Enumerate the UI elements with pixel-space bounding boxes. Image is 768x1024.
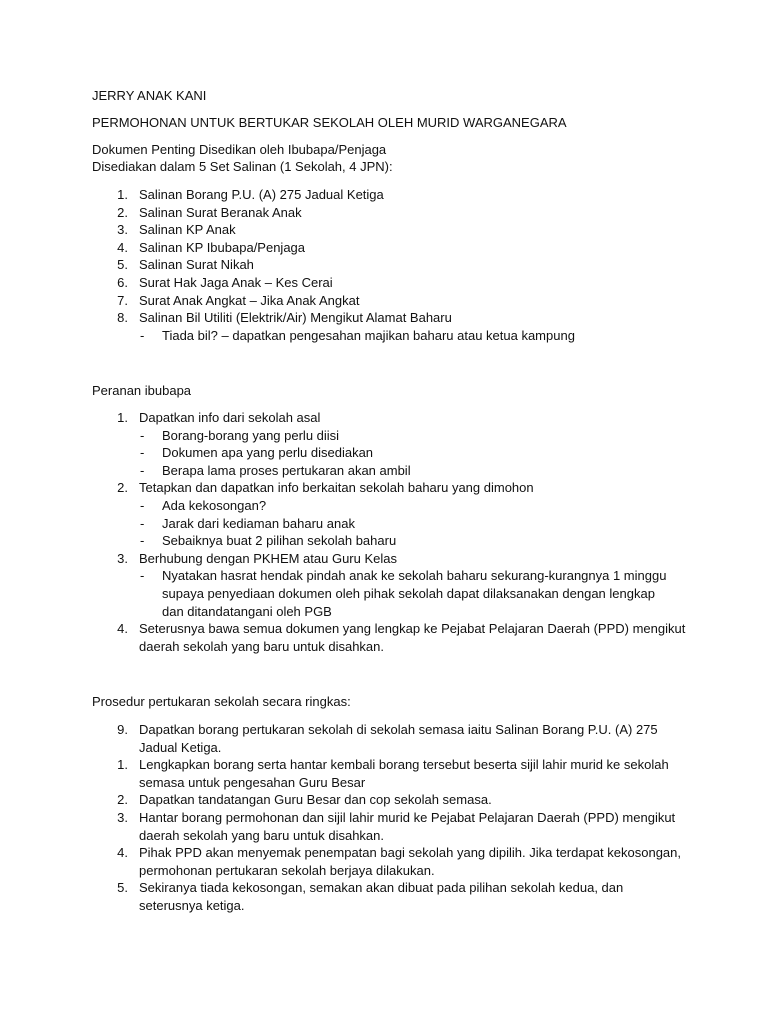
dash-bullet: - bbox=[140, 568, 145, 584]
role-heading: Peranan ibubapa bbox=[92, 383, 192, 398]
role-item-text: daerah sekolah yang baru untuk disahkan. bbox=[139, 638, 385, 654]
documents-item-text: Surat Anak Angkat – Jika Anak Angkat bbox=[139, 292, 360, 308]
procedure-item-text: Lengkapkan borang serta hantar kembali borang tersebut beserta sijil lahir murid ke sekolah bbox=[139, 757, 669, 773]
role-item-text: Dapatkan info dari sekolah asal bbox=[139, 410, 321, 425]
role-subitem-text: supaya penyediaan dokumen oleh pihak sekolah dapat dilaksanakan dengan lengkap bbox=[162, 586, 655, 601]
procedure-heading: Prosedur pertukaran sekolah secara ringkas: bbox=[92, 694, 351, 709]
dash-bullet: - bbox=[140, 498, 145, 513]
role-subitem-text: Sebaiknya buat 2 pilihan sekolah baharu bbox=[162, 533, 397, 549]
procedure-item-text: Jadual Ketiga. bbox=[139, 739, 222, 755]
role-subitem-text: Ada kekosongan? bbox=[162, 498, 267, 513]
dash-bullet: - bbox=[140, 427, 145, 443]
role-item-number: 4. bbox=[117, 621, 128, 637]
role-subitem-text: Dokumen apa yang perlu disediakan bbox=[162, 445, 374, 461]
procedure-item-text: Sekiranya tiada kekosongan, semakan akan dibuat pada pilihan sekolah kedua, dan bbox=[139, 880, 624, 896]
procedure-item-number: 4. bbox=[117, 845, 128, 861]
procedure-item-text: semasa untuk pengesahan Guru Besar bbox=[139, 774, 366, 790]
role-subitem-text: dan ditandatangani oleh PGB bbox=[162, 603, 332, 619]
documents-item-number: 7. bbox=[117, 292, 128, 308]
role-subitem-text: Borang-borang yang perlu diisi bbox=[162, 427, 340, 443]
role-subitem-text: Nyatakan hasrat hendak pindah anak ke sekolah baharu sekurang-kurangnya 1 minggu bbox=[162, 568, 667, 584]
procedure-item-text: Dapatkan tandatangan Guru Besar dan cop sekolah semasa. bbox=[139, 792, 492, 808]
procedure-item-text: seterusnya ketiga. bbox=[139, 898, 245, 913]
document-title: PERMOHONAN UNTUK BERTUKAR SEKOLAH OLEH MURID WARGANEGARA bbox=[92, 115, 567, 130]
documents-subheading: Disediakan dalam 5 Set Salinan (1 Sekolah, 4 JPN): bbox=[92, 159, 393, 174]
documents-item-text: Salinan KP Anak bbox=[139, 222, 236, 238]
dash-bullet: - bbox=[140, 327, 145, 343]
role-subitem-text: Berapa lama proses pertukaran akan ambil bbox=[162, 462, 411, 478]
documents-heading: Dokumen Penting Disedikan oleh Ibubapa/Penjaga bbox=[92, 142, 387, 157]
procedure-item-number: 5. bbox=[117, 880, 128, 896]
documents-subitem-text: Tiada bil? – dapatkan pengesahan majikan baharu atau ketua kampung bbox=[162, 327, 575, 343]
documents-item-text: Salinan Borang P.U. (A) 275 Jadual Ketiga bbox=[139, 187, 384, 202]
documents-item-text: Salinan Surat Beranak Anak bbox=[139, 204, 302, 220]
procedure-item-number: 3. bbox=[117, 810, 128, 825]
documents-item-number: 4. bbox=[117, 239, 128, 255]
role-item-number: 2. bbox=[117, 480, 128, 496]
role-item-number: 1. bbox=[117, 410, 128, 425]
documents-item-number: 5. bbox=[117, 257, 128, 273]
procedure-item-text: permohonan pertukaran sekolah berjaya dilakukan. bbox=[139, 862, 435, 878]
documents-item-number: 1. bbox=[117, 187, 128, 202]
documents-item-text: Salinan KP Ibubapa/Penjaga bbox=[139, 239, 306, 255]
procedure-item-number: 9. bbox=[117, 722, 128, 737]
role-item-text: Seterusnya bawa semua dokumen yang lengkap ke Pejabat Pelajaran Daerah (PPD) mengikut bbox=[139, 621, 686, 637]
role-item-text: Berhubung dengan PKHEM atau Guru Kelas bbox=[139, 550, 398, 566]
procedure-item-text: Pihak PPD akan menyemak penempatan bagi sekolah yang dipilih. Jika terdapat kekosongan, bbox=[139, 845, 682, 861]
documents-item-text: Salinan Surat Nikah bbox=[139, 257, 254, 273]
documents-item-number: 2. bbox=[117, 204, 128, 220]
documents-item-number: 6. bbox=[117, 275, 128, 290]
role-item-text: Tetapkan dan dapatkan info berkaitan sekolah baharu yang dimohon bbox=[139, 480, 534, 496]
procedure-item-text: Hantar borang permohonan dan sijil lahir murid ke Pejabat Pelajaran Daerah (PPD) mengikut bbox=[139, 810, 676, 825]
procedure-item-text: daerah sekolah yang baru untuk disahkan. bbox=[139, 827, 385, 843]
procedure-item-number: 2. bbox=[117, 792, 128, 808]
documents-item-text: Surat Hak Jaga Anak – Kes Cerai bbox=[139, 275, 333, 290]
dash-bullet: - bbox=[140, 533, 145, 549]
dash-bullet: - bbox=[140, 462, 145, 478]
procedure-item-text: Dapatkan borang pertukaran sekolah di sekolah semasa iaitu Salinan Borang P.U. (A) 275 bbox=[139, 722, 658, 737]
documents-item-number: 3. bbox=[117, 222, 128, 238]
role-item-number: 3. bbox=[117, 550, 128, 566]
author-name: JERRY ANAK KANI bbox=[92, 88, 207, 103]
dash-bullet: - bbox=[140, 515, 145, 531]
documents-item-number: 8. bbox=[117, 310, 128, 326]
documents-item-text: Salinan Bil Utiliti (Elektrik/Air) Mengikut Alamat Baharu bbox=[139, 310, 452, 326]
procedure-item-number: 1. bbox=[117, 757, 128, 773]
dash-bullet: - bbox=[140, 445, 145, 461]
role-subitem-text: Jarak dari kediaman baharu anak bbox=[162, 515, 355, 531]
